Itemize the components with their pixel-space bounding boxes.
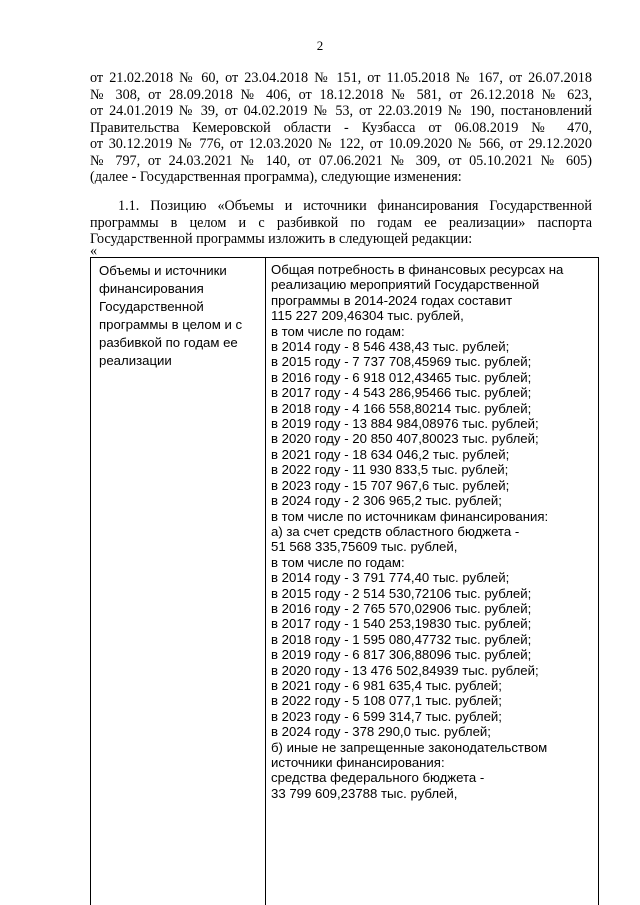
- cell-line: Государственной: [99, 298, 204, 314]
- cell-line: 33 799 609,23788 тыс. рублей,: [271, 785, 458, 801]
- cell-line: в 2022 году - 5 108 077,1 тыс. рублей;: [271, 693, 502, 709]
- text-line: 1.1. Позицию «Объемы и источники финансирования Государственной: [118, 198, 592, 214]
- cell-line: Общая потребность в финансовых ресурсах на: [271, 262, 564, 277]
- page-number: 2: [316, 38, 324, 53]
- cell-line: 115 227 209,46304 тыс. рублей,: [271, 308, 464, 324]
- cell-line: в 2015 году - 2 514 530,72106 тыс. рублей;: [271, 585, 532, 601]
- cell-line: в 2023 году - 15 707 967,6 тыс. рублей;: [271, 477, 510, 493]
- cell-line: в том числе по источникам финансирования:: [271, 508, 549, 524]
- cell-line: в 2019 году - 6 817 306,88096 тыс. рублей;: [271, 647, 532, 663]
- cell-line: реализацию мероприятий Государственной: [271, 277, 540, 293]
- text-line: программы в целом и с разбивкой по годам ее реализации» паспорта: [90, 214, 592, 231]
- text-line: от 30.12.2019 № 776, от 12.03.2020 № 122, от 10.09.2020 № 566, от 29.12.2020: [90, 136, 592, 152]
- cell-line: в 2017 году - 4 543 286,95466 тыс. рублей;: [271, 385, 532, 401]
- intro-paragraph: [90, 70, 592, 186]
- text-line: от 21.02.2018 № 60, от 23.04.2018 № 151, от 11.05.2018 № 167, от 26.07.2018: [90, 70, 592, 86]
- cell-line: в 2024 году - 378 290,0 тыс. рублей;: [271, 724, 491, 740]
- cell-line: в 2015 году - 7 737 708,45969 тыс. рублей;: [271, 354, 532, 370]
- cell-line: в 2018 году - 1 595 080,47732 тыс. рублей;: [271, 631, 532, 647]
- text-line: № 797, от 24.03.2021 № 140, от 07.06.2021 № 309, от 05.10.2021 № 605): [90, 152, 592, 169]
- cell-line: средства федерального бюджета -: [271, 770, 485, 786]
- cell-line: а) за счет средств областного бюджета -: [271, 523, 520, 539]
- text-line: от 24.01.2019 № 39, от 04.02.2019 № 53, от 22.03.2019 № 190, постановлений: [90, 103, 592, 119]
- cell-line: в 2016 году - 2 765 570,02906 тыс. рублей;: [271, 600, 532, 616]
- cell-line: в 2022 году - 11 930 833,5 тыс. рублей;: [271, 462, 509, 478]
- text-line: Правительства Кемеровской области - Кузбасса от 06.08.2019 № 470,: [90, 119, 592, 136]
- cell-line: в 2019 году - 13 884 984,08976 тыс. рублей;: [271, 416, 539, 432]
- cell-line: в 2023 году - 6 599 314,7 тыс. рублей;: [271, 708, 502, 724]
- cell-line: 51 568 335,75609 тыс. рублей,: [271, 539, 458, 555]
- text-line: (далее - Государственная программа), следующие изменения:: [90, 169, 462, 185]
- cell-line: разбивкой по годам ее: [99, 334, 238, 350]
- cell-line: программы в целом и с: [99, 316, 243, 332]
- cell-line: финансирования: [99, 280, 204, 296]
- opening-quote: «: [90, 243, 98, 259]
- cell-line: в 2021 году - 6 981 635,4 тыс. рублей;: [271, 677, 502, 693]
- cell-line: в 2017 году - 1 540 253,19830 тыс. рублей;: [271, 616, 532, 632]
- cell-line: Объемы и источники: [99, 263, 227, 278]
- item-paragraph: [90, 198, 592, 248]
- financing-table: [90, 257, 599, 905]
- cell-line: реализации: [99, 352, 172, 368]
- cell-line: программы в 2014-2024 годах составит: [271, 292, 513, 308]
- financing-details-cell: [271, 262, 596, 801]
- cell-line: в 2014 году - 3 791 774,40 тыс. рублей;: [271, 570, 510, 586]
- cell-line: в 2014 году - 8 546 438,43 тыс. рублей;: [271, 339, 510, 355]
- cell-line: в 2024 году - 2 306 965,2 тыс. рублей;: [271, 493, 502, 509]
- cell-line: в 2020 году - 13 476 502,84939 тыс. рублей;: [271, 662, 539, 678]
- cell-line: в 2021 году - 18 634 046,2 тыс. рублей;: [271, 446, 510, 462]
- cell-line: б) иные не запрещенные законодательством: [271, 739, 548, 755]
- cell-line: в том числе по годам:: [271, 554, 405, 570]
- text-line: Государственной программы изложить в следующей редакции:: [90, 231, 473, 247]
- cell-line: в 2018 году - 4 166 558,80214 тыс. рублей;: [271, 400, 532, 416]
- column-divider: [265, 258, 266, 905]
- cell-line: в том числе по годам:: [271, 323, 405, 339]
- cell-line: в 2020 году - 20 850 407,80023 тыс. рублей;: [271, 431, 539, 447]
- cell-line: в 2016 году - 6 918 012,43465 тыс. рублей;: [271, 369, 532, 385]
- text-line: № 308, от 28.09.2018 № 406, от 18.12.2018 № 581, от 26.12.2018 № 623,: [90, 86, 592, 103]
- cell-line: источники финансирования:: [271, 755, 445, 770]
- position-name-cell: [99, 262, 259, 369]
